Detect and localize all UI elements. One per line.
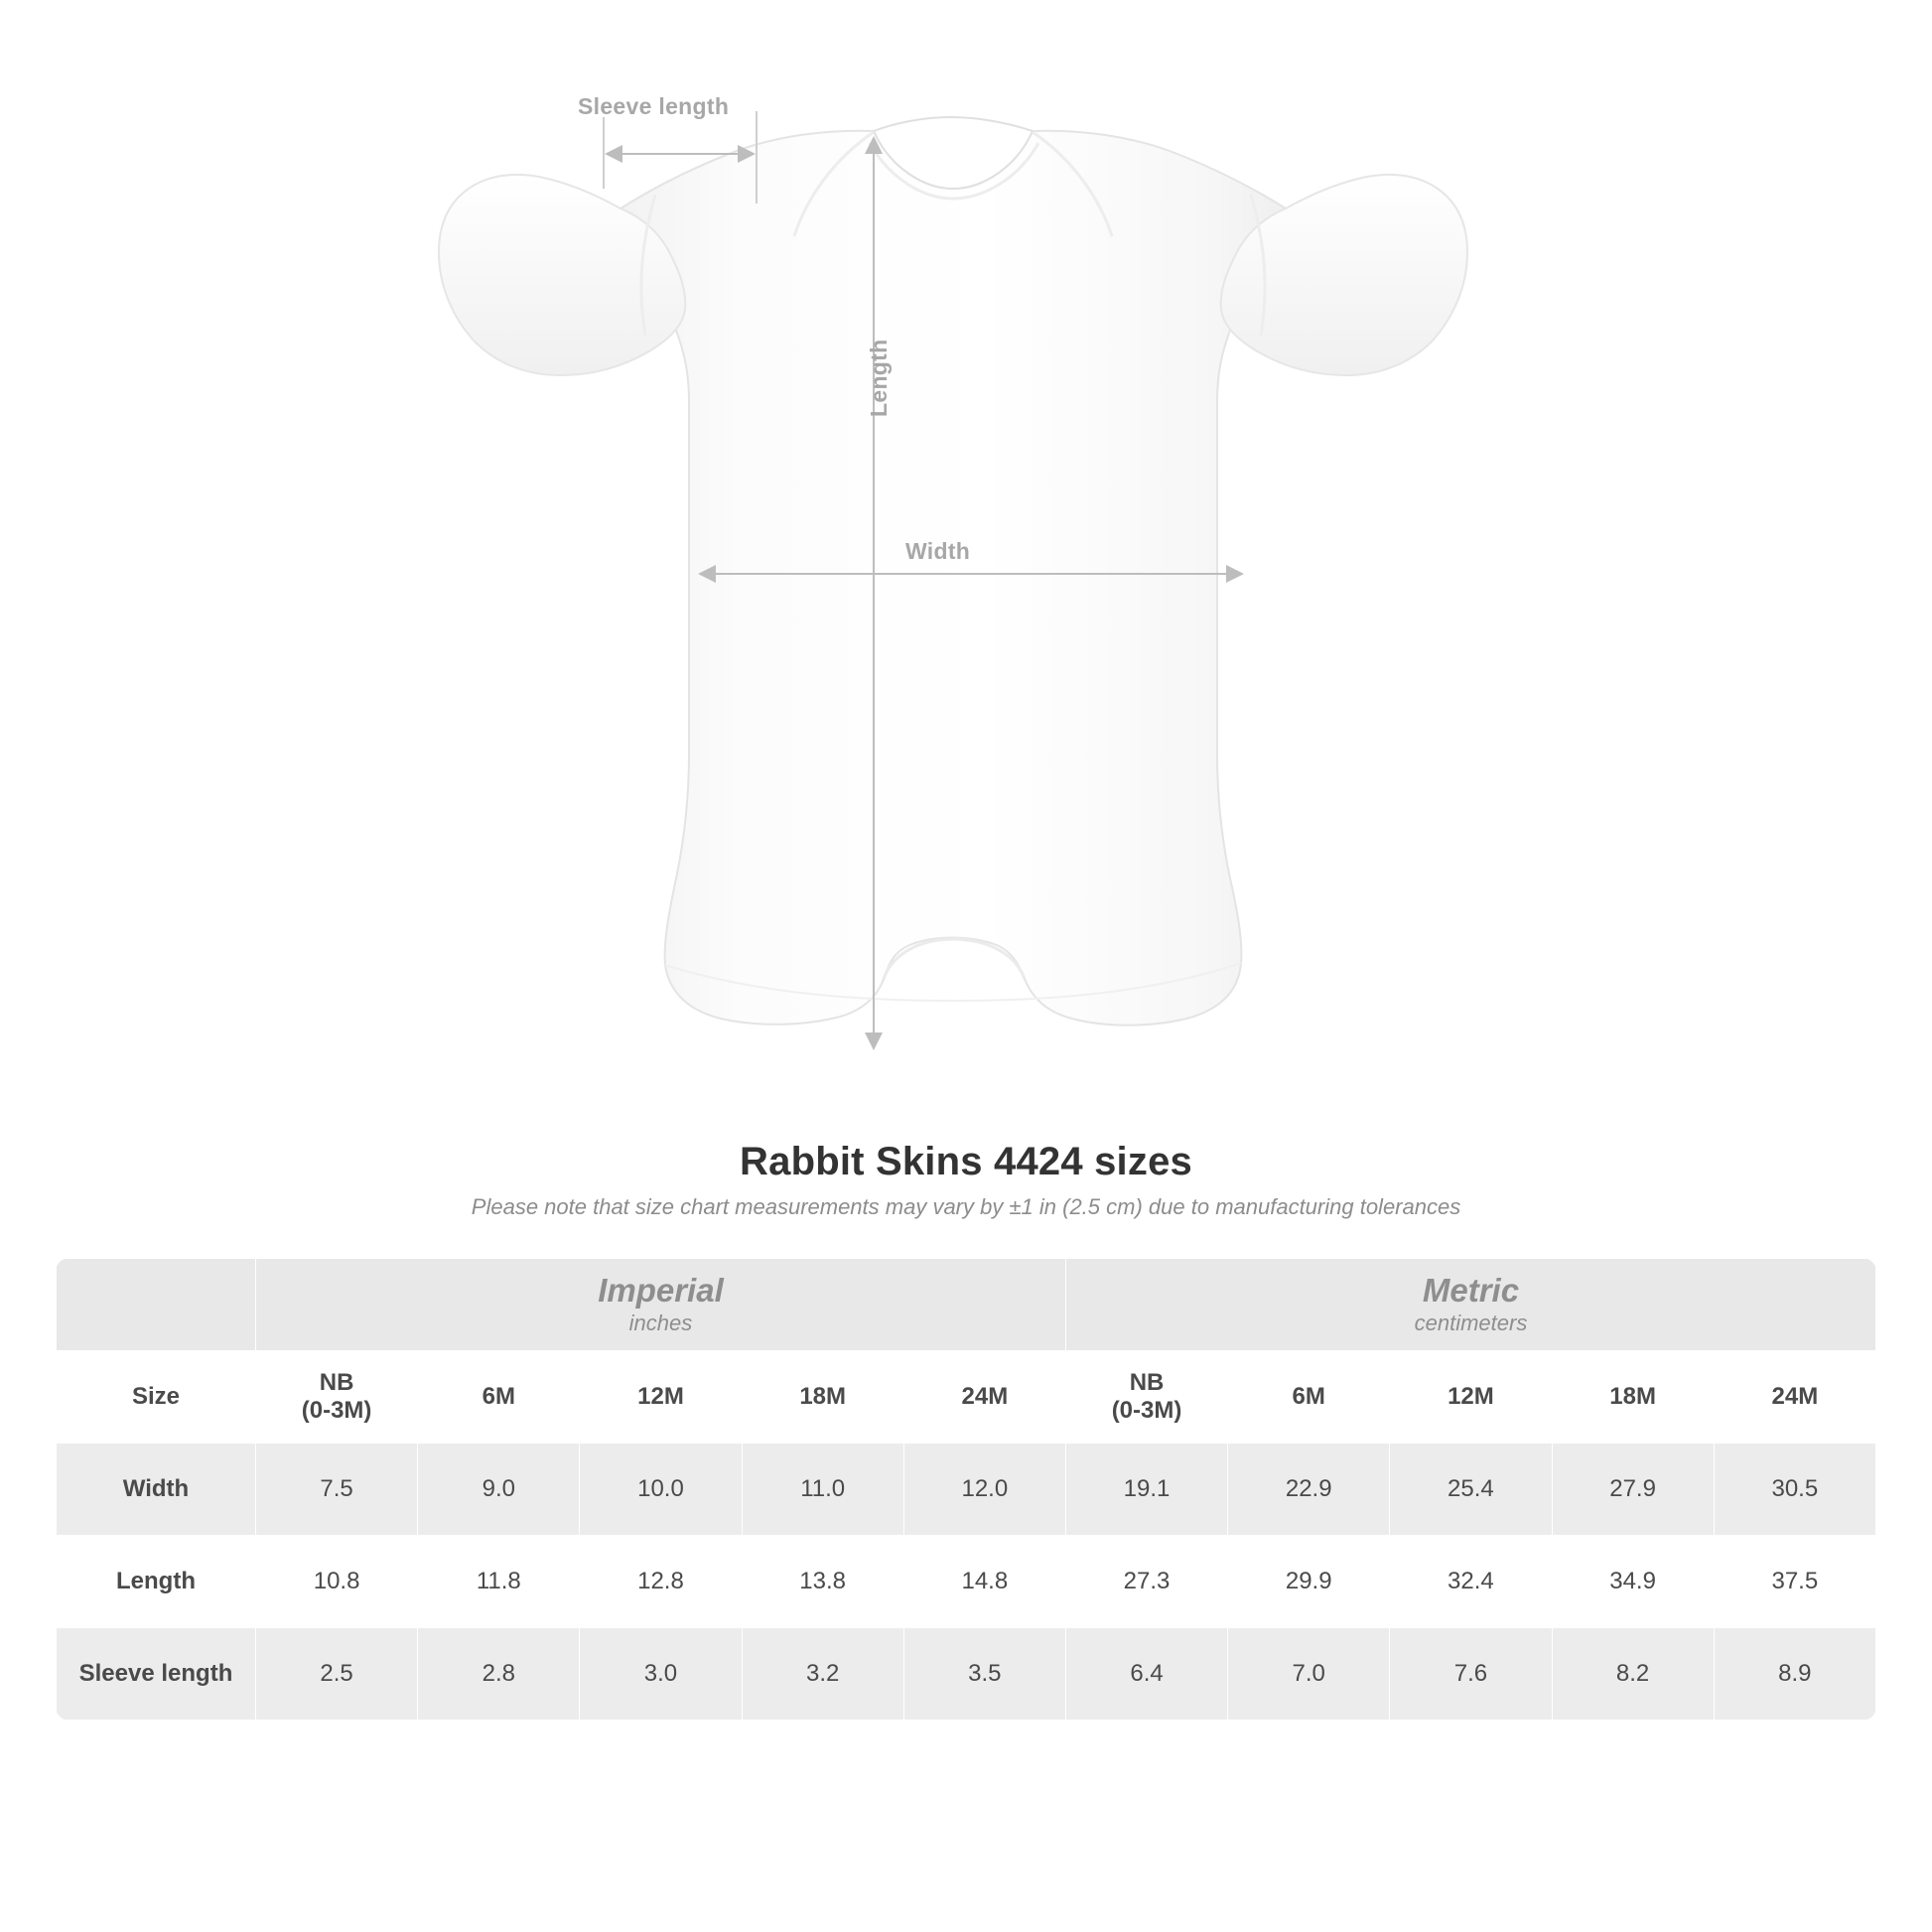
header-col-5 bbox=[1065, 1351, 1227, 1444]
cell-length-7: 32.4 bbox=[1390, 1536, 1552, 1628]
cell-sleeve-7: 7.6 bbox=[1390, 1628, 1552, 1721]
unit-header-corner bbox=[57, 1259, 256, 1351]
cell-length-9: 37.5 bbox=[1714, 1536, 1875, 1628]
cell-sleeve-0: 2.5 bbox=[256, 1628, 418, 1721]
cell-sleeve-8: 8.2 bbox=[1552, 1628, 1714, 1721]
cell-length-2: 12.8 bbox=[580, 1536, 742, 1628]
header-col-7: 12M bbox=[1390, 1351, 1552, 1444]
size-table-wrapper bbox=[56, 1258, 1876, 1721]
cell-length-8: 34.9 bbox=[1552, 1536, 1714, 1628]
unit-group-metric-name: Metric bbox=[1422, 1271, 1520, 1309]
row-label-width: Width bbox=[57, 1444, 256, 1536]
cell-width-8: 27.9 bbox=[1552, 1444, 1714, 1536]
header-size: Size bbox=[57, 1351, 256, 1444]
cell-length-6: 29.9 bbox=[1228, 1536, 1390, 1628]
header-col-0-label: NB bbox=[319, 1369, 354, 1396]
cell-width-5: 19.1 bbox=[1065, 1444, 1227, 1536]
header-col-2: 12M bbox=[580, 1351, 742, 1444]
sleeve-length-label: Sleeve length bbox=[578, 93, 730, 119]
cell-sleeve-9: 8.9 bbox=[1714, 1628, 1875, 1721]
table-row bbox=[57, 1628, 1876, 1721]
cell-width-0: 7.5 bbox=[256, 1444, 418, 1536]
column-header-row bbox=[57, 1351, 1876, 1444]
header-col-8: 18M bbox=[1552, 1351, 1714, 1444]
header-col-3: 18M bbox=[742, 1351, 903, 1444]
cell-width-6: 22.9 bbox=[1228, 1444, 1390, 1536]
unit-header-row bbox=[57, 1259, 1876, 1351]
cell-sleeve-3: 3.2 bbox=[742, 1628, 903, 1721]
cell-length-3: 13.8 bbox=[742, 1536, 903, 1628]
cell-width-4: 12.0 bbox=[903, 1444, 1065, 1536]
tolerance-note: Please note that size chart measurements may vary by ±1 in (2.5 cm) due to manufacturing tolerances bbox=[471, 1194, 1461, 1219]
size-table bbox=[56, 1258, 1876, 1721]
cell-length-4: 14.8 bbox=[903, 1536, 1065, 1628]
page-title: Rabbit Skins 4424 sizes bbox=[740, 1140, 1192, 1183]
bodysuit-shape bbox=[439, 117, 1467, 1026]
header-col-0-sub: (0-3M) bbox=[301, 1397, 372, 1424]
unit-group-imperial-sub: inches bbox=[628, 1310, 693, 1335]
table-row bbox=[57, 1444, 1876, 1536]
cell-width-9: 30.5 bbox=[1714, 1444, 1875, 1536]
unit-group-metric bbox=[1065, 1259, 1875, 1351]
cell-length-5: 27.3 bbox=[1065, 1536, 1227, 1628]
table-row bbox=[57, 1536, 1876, 1628]
cell-sleeve-6: 7.0 bbox=[1228, 1628, 1390, 1721]
unit-group-imperial bbox=[256, 1259, 1066, 1351]
unit-group-metric-sub: centimeters bbox=[1414, 1310, 1528, 1335]
header-col-1: 6M bbox=[418, 1351, 580, 1444]
header-col-9: 24M bbox=[1714, 1351, 1875, 1444]
header-col-0 bbox=[256, 1351, 418, 1444]
cell-sleeve-1: 2.8 bbox=[418, 1628, 580, 1721]
title-block bbox=[0, 1140, 1932, 1220]
header-col-4: 24M bbox=[903, 1351, 1065, 1444]
cell-length-1: 11.8 bbox=[418, 1536, 580, 1628]
cell-width-7: 25.4 bbox=[1390, 1444, 1552, 1536]
cell-width-2: 10.0 bbox=[580, 1444, 742, 1536]
cell-sleeve-5: 6.4 bbox=[1065, 1628, 1227, 1721]
cell-width-1: 9.0 bbox=[418, 1444, 580, 1536]
cell-width-3: 11.0 bbox=[742, 1444, 903, 1536]
cell-sleeve-2: 3.0 bbox=[580, 1628, 742, 1721]
unit-group-imperial-name: Imperial bbox=[598, 1271, 724, 1309]
header-col-5-label: NB bbox=[1129, 1369, 1165, 1396]
header-col-6: 6M bbox=[1228, 1351, 1390, 1444]
header-col-5-sub: (0-3M) bbox=[1111, 1397, 1182, 1424]
cell-sleeve-4: 3.5 bbox=[903, 1628, 1065, 1721]
cell-length-0: 10.8 bbox=[256, 1536, 418, 1628]
length-label: Length bbox=[866, 339, 892, 417]
row-label-length: Length bbox=[57, 1536, 256, 1628]
width-label: Width bbox=[905, 538, 971, 564]
row-label-sleeve-length: Sleeve length bbox=[57, 1628, 256, 1721]
